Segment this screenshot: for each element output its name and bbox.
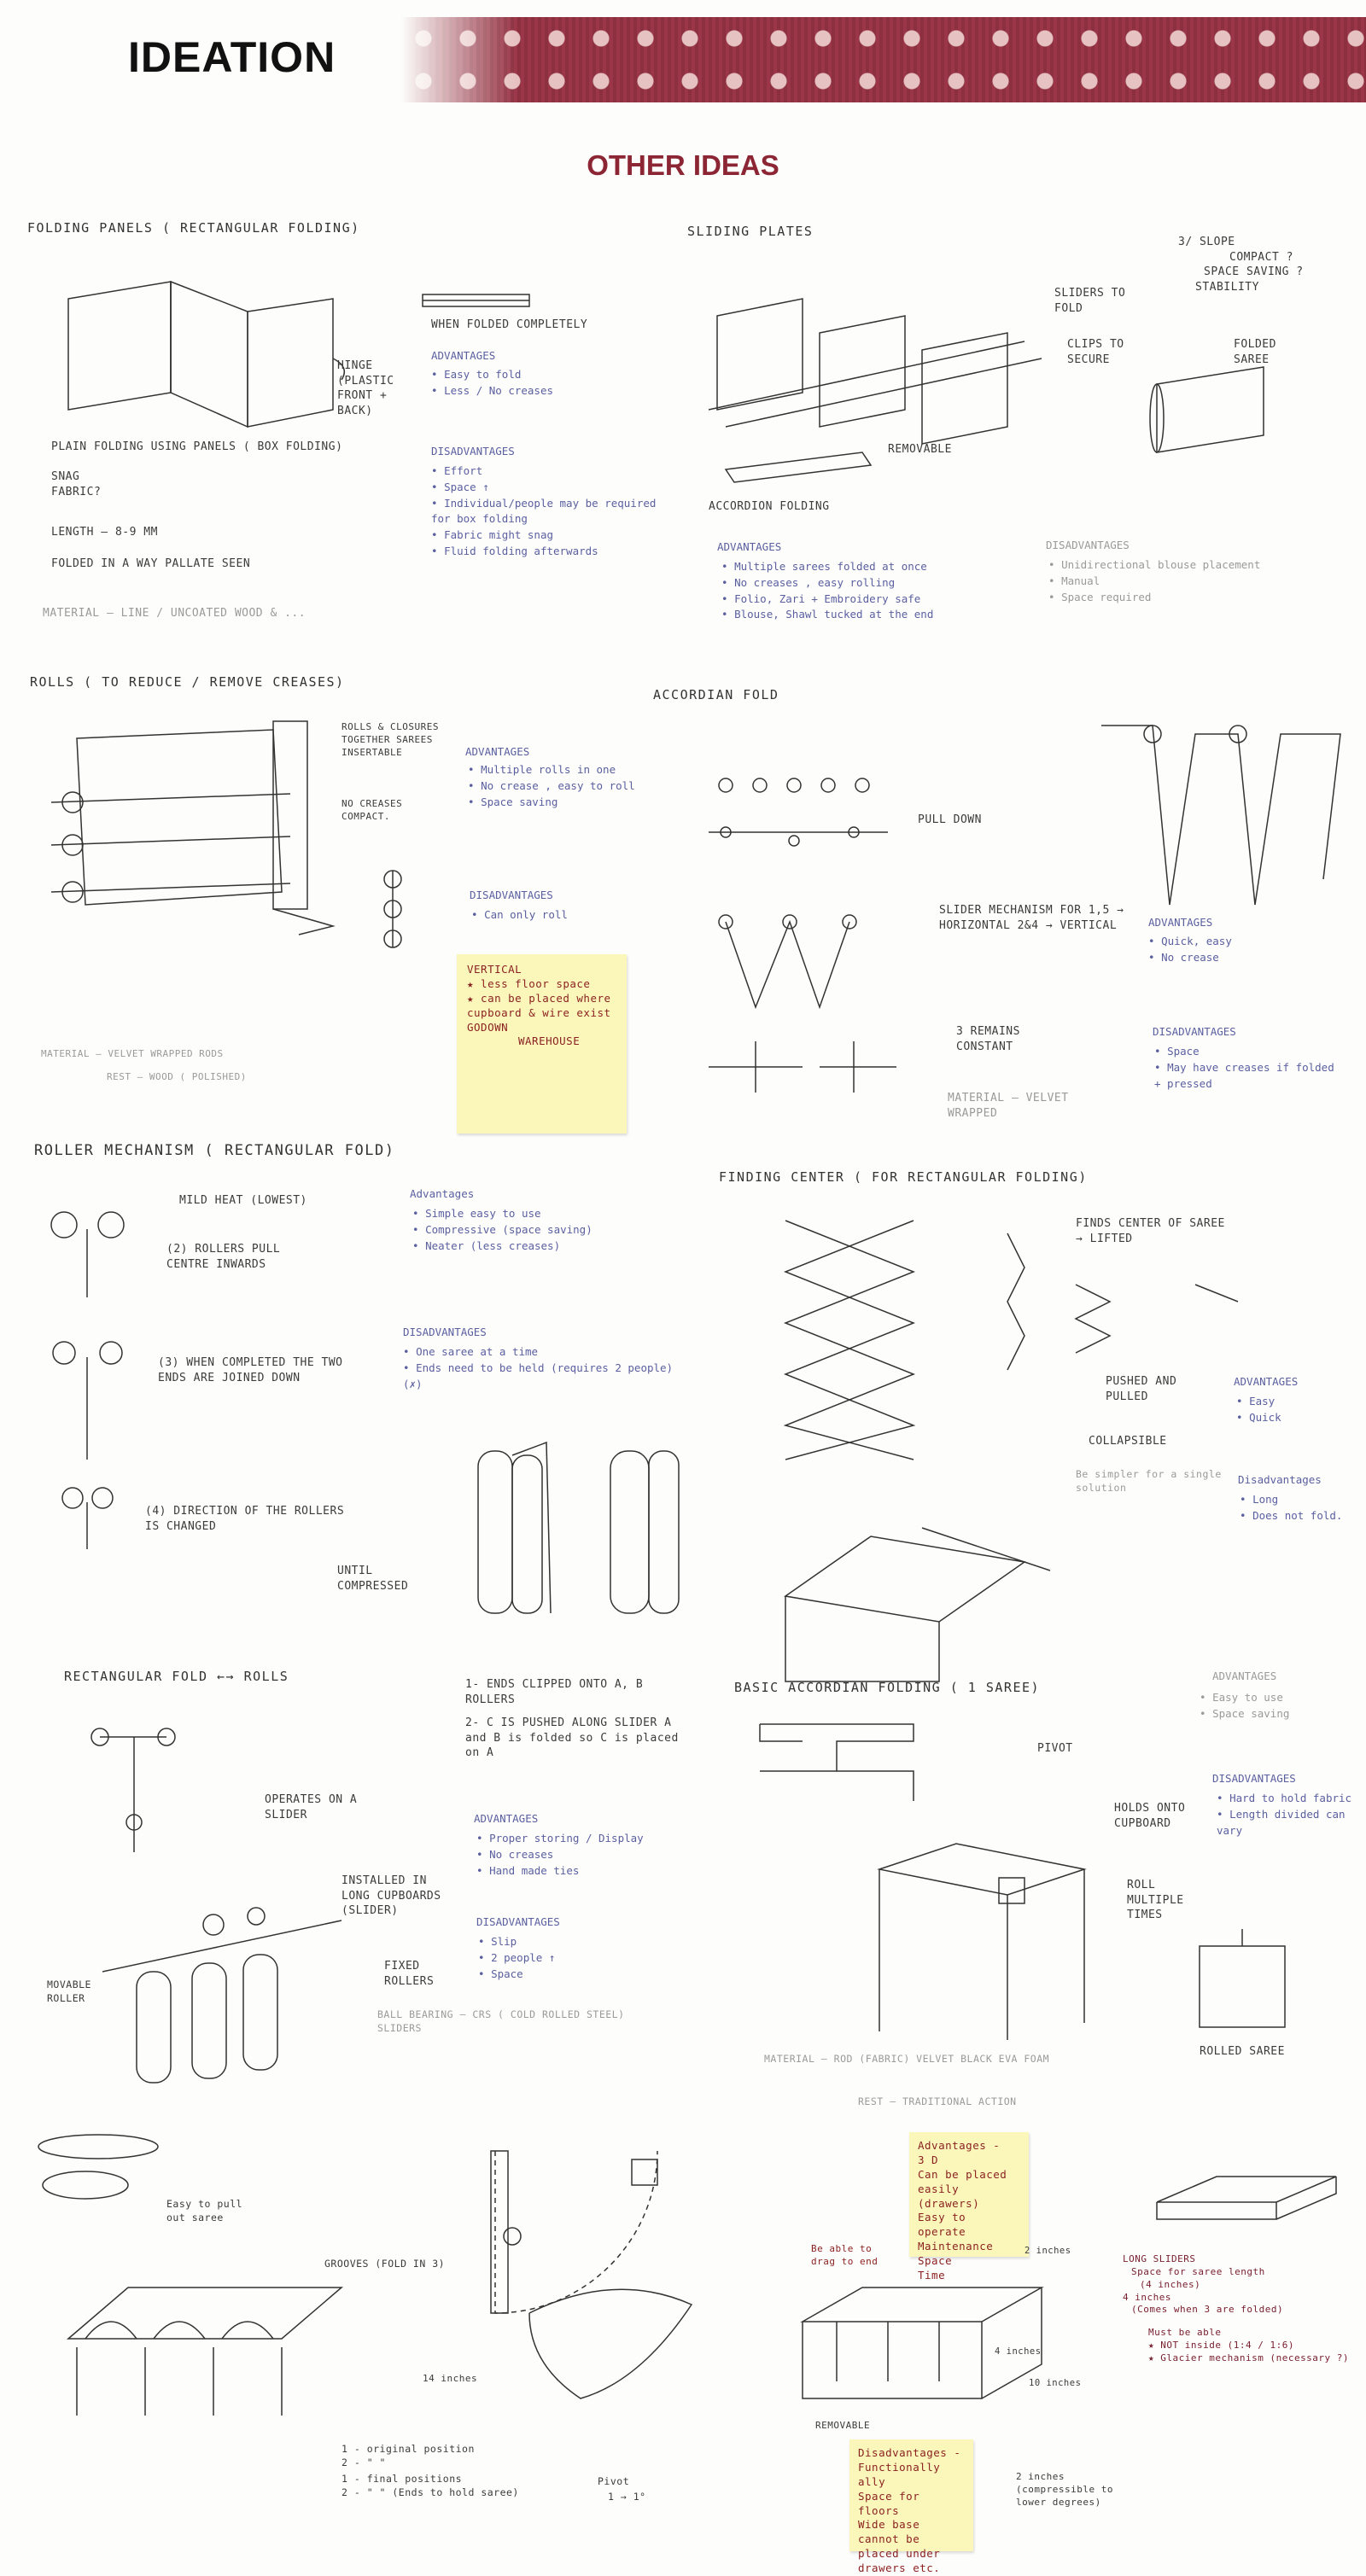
rolls-note-2: NO CREASES COMPACT. xyxy=(342,798,403,822)
side-note: 2 inches (compressible to lower degrees) xyxy=(1016,2471,1113,2508)
list-item: • Fluid folding afterwards xyxy=(431,544,679,560)
collapsible-note: COLLAPSIBLE xyxy=(1089,1435,1167,1448)
easy-pull-note: Easy to pull out saree xyxy=(166,2198,243,2223)
rolls-sketch xyxy=(34,721,342,947)
list-item: • No creases , easy rolling xyxy=(721,575,960,592)
list-item: • Space ↑ xyxy=(431,480,679,496)
accordian-material: MATERIAL — VELVET WRAPPED xyxy=(948,1092,1069,1120)
rolls-disadvantages-title: DISADVANTAGES xyxy=(470,889,553,901)
folding-panels-sketch xyxy=(51,265,359,457)
roller-step-4: (4) DIRECTION OF THE ROLLERS IS CHANGED xyxy=(145,1505,345,1533)
holds-note: HOLDS ONTO CUPBOARD xyxy=(1114,1802,1186,1830)
folding-panels-disadvantages-title: DISADVANTAGES xyxy=(431,445,515,458)
installed-note: INSTALLED IN LONG CUPBOARDS (SLIDER) xyxy=(342,1874,441,1918)
sliders-note: SLIDERS TO FOLD xyxy=(1054,287,1126,315)
clips-note: CLIPS TO SECURE xyxy=(1067,338,1124,366)
roller-disadvantages xyxy=(403,1344,676,1392)
basic-accordian-table-sketch xyxy=(871,1835,1093,2044)
roller-step-1: MILD HEAT (LOWEST) xyxy=(179,1194,307,1207)
roller-advantages-title: Advantages xyxy=(410,1187,475,1200)
rolls-material: MATERIAL — VELVET WRAPPED RODS xyxy=(41,1048,224,1059)
list-item: • Easy to fold xyxy=(431,367,628,383)
basic-accordian-pivot-sketch xyxy=(751,1707,922,1814)
list-item: • Ends need to be held (requires 2 people) (✗) xyxy=(403,1361,676,1393)
when-folded-note: WHEN FOLDED COMPLETELY xyxy=(431,318,588,331)
list-item: • Space saving xyxy=(1200,1706,1353,1722)
list-item: • Manual xyxy=(1048,574,1330,590)
rolled-saree-note: ROLLED SAREE xyxy=(1200,2045,1285,2058)
rolls-sticky-note: VERTICAL ★ less floor space ★ can be placed where cupboard & wire exist GODOWN WAREHOUSE xyxy=(457,954,627,1134)
list-item: • Hand made ties xyxy=(476,1863,707,1880)
page-title: IDEATION xyxy=(128,33,336,81)
folding-panels-advantages xyxy=(431,367,628,399)
basic-accordian-material: MATERIAL — ROD (FABRIC) VELVET BLACK EVA FOAM xyxy=(764,2053,1050,2065)
list-item: • Blouse, Shawl tucked at the end xyxy=(721,607,960,623)
rolls-note-1: ROLLS & CLOSURES TOGETHER SAREES INSERTABLE xyxy=(342,721,439,758)
list-item: • Multiple sarees folded at once xyxy=(721,559,960,575)
inches-label-3: 4 inches xyxy=(995,2346,1042,2357)
roller-step-2: (2) ROLLERS PULL CENTRE INWARDS xyxy=(166,1243,281,1271)
list-item: • Compressive (space saving) xyxy=(412,1222,626,1238)
positions-note: 1 - original position 2 - " " 1 - final positions 2 - " " (Ends to hold saree) xyxy=(342,2443,519,2498)
accordian-heading: ACCORDIAN FOLD xyxy=(653,687,779,702)
rolls-material-2: REST — WOOD ( POLISHED) xyxy=(107,1071,247,1082)
folding-panels-advantages-title: ADVANTAGES xyxy=(431,349,496,362)
list-item: • Does not fold. xyxy=(1240,1508,1342,1524)
simpler-note: Be simpler for a single solution xyxy=(1076,1468,1222,1494)
list-item: • No creases xyxy=(476,1847,707,1863)
pushed-pulled-note: PUSHED AND PULLED xyxy=(1106,1375,1177,1403)
list-item: • Space xyxy=(1154,1044,1342,1060)
list-item: • Multiple rolls in one xyxy=(468,762,639,778)
accordian-sketch xyxy=(709,768,931,1097)
list-item: • Proper storing / Display xyxy=(476,1831,707,1847)
removable-note: REMOVABLE xyxy=(888,443,952,456)
material-note: MATERIAL — LINE / UNCOATED WOOD & ... xyxy=(43,607,306,620)
pull-down-note: PULL DOWN xyxy=(918,813,982,826)
accordian-disadvantages xyxy=(1154,1044,1342,1092)
scissor-lift-sketch xyxy=(777,1212,931,1472)
rolls-heading: ROLLS ( TO REDUCE / REMOVE CREASES) xyxy=(30,674,345,690)
sliding-plates-disadvantages-title: DISADVANTAGES xyxy=(1046,539,1130,551)
list-item: • Space xyxy=(478,1967,555,1983)
list-item: • Can only roll xyxy=(471,907,568,924)
finding-center-disadvantages-title: Disadvantages xyxy=(1238,1473,1322,1486)
folded-saree-note: FOLDED SAREE xyxy=(1234,338,1276,366)
list-item: • Space saving xyxy=(468,795,639,811)
finding-center-advantages-title: ADVANTAGES xyxy=(1234,1375,1299,1388)
list-item: • Individual/people may be required for box folding xyxy=(431,496,679,528)
inches-label-2: 10 inches xyxy=(1029,2378,1082,2388)
list-item: • Quick, easy xyxy=(1148,934,1232,950)
pivot-label-2: 1 → 1° xyxy=(608,2491,646,2503)
list-item: • Less / No creases xyxy=(431,383,628,399)
sliding-plates-notes: 3/ SLOPE COMPACT ? SPACE SAVING ? STABILITY xyxy=(1178,236,1304,294)
roller-step-3: (3) WHEN COMPLETED THE TWO ENDS ARE JOINED DOWN xyxy=(158,1356,343,1384)
length-note: LENGTH — 8-9 MM xyxy=(51,526,158,539)
basic-accordian-disadvantages-title: DISADVANTAGES xyxy=(1212,1772,1296,1785)
list-item: • Easy xyxy=(1236,1394,1281,1410)
inches-note: 14 inches xyxy=(423,2373,478,2384)
rect-rolls-steps: 1- ENDS CLIPPED ONTO A, B ROLLERS 2- C IS PUSHED ALONG SLIDER A and B is folded so C is placed on A xyxy=(465,1678,679,1760)
rect-rolls-disadvantages-title: DISADVANTAGES xyxy=(476,1915,560,1928)
sliding-plates-advantages-title: ADVANTAGES xyxy=(717,540,782,553)
operates-note: OPERATES ON A SLIDER xyxy=(265,1793,358,1821)
list-item: • No crease , easy to roll xyxy=(468,778,639,795)
folding-panels-heading: FOLDING PANELS ( RECTANGULAR FOLDING) xyxy=(27,220,360,236)
list-item: • Hard to hold fabric xyxy=(1217,1791,1357,1807)
list-item: • Easy to use xyxy=(1200,1690,1353,1706)
list-item: • 2 people ↑ xyxy=(478,1950,555,1967)
accordion-note: ACCORDION FOLDING xyxy=(709,500,830,513)
pivot-label: Pivot xyxy=(598,2475,630,2487)
rect-rolls-disadvantages xyxy=(478,1934,555,1982)
list-item: • Simple easy to use xyxy=(412,1206,626,1222)
folded-note: FOLDED IN A WAY PALLATE SEEN xyxy=(51,557,251,570)
fixed-rollers-note: FIXED ROLLERS xyxy=(384,1960,435,1988)
rect-rolls-material: BALL BEARING — CRS ( COLD ROLLED STEEL) SLIDERS xyxy=(377,2008,625,2034)
hinge-note: HINGE (PLASTIC FRONT + BACK) xyxy=(337,359,394,417)
folded-panels-sketch xyxy=(418,290,538,320)
inches-label-1: 2 inches xyxy=(1024,2246,1071,2256)
basic-accordian-advantages xyxy=(1200,1690,1353,1722)
accordian-drape-sketch xyxy=(1093,708,1357,918)
list-item: • Slip xyxy=(478,1934,555,1950)
sliding-plates-heading: SLIDING PLATES xyxy=(687,224,814,239)
list-item: • Space required xyxy=(1048,590,1330,606)
rolls-disadvantages xyxy=(471,907,568,924)
rect-rolls-heading: RECTANGULAR FOLD ←→ ROLLS xyxy=(64,1669,289,1684)
rolls-side-sketch xyxy=(376,862,427,960)
list-item: • Quick xyxy=(1236,1410,1281,1426)
snag-note: SNAG FABRIC? xyxy=(51,470,102,498)
folded-saree-sketch xyxy=(1144,367,1272,465)
list-item: • Unidirectional blouse placement xyxy=(1048,557,1330,574)
rect-rolls-slider-sketch xyxy=(81,1716,201,1865)
decorative-banner xyxy=(401,17,1366,102)
basic-accordian-disadvantages xyxy=(1217,1791,1357,1839)
list-item: • One saree at a time xyxy=(403,1344,676,1361)
roller-heading: ROLLER MECHANISM ( RECTANGULAR FOLD) xyxy=(34,1142,395,1159)
list-item: • Neater (less creases) xyxy=(412,1238,626,1255)
list-item: • May have creases if folded + pressed xyxy=(1154,1060,1342,1093)
basic-accordian-rest: REST — TRADITIONAL ACTION xyxy=(858,2095,1017,2107)
list-item: • Effort xyxy=(431,463,679,480)
sliding-plates-disadvantages xyxy=(1048,557,1330,605)
bottom-clouds-sketch xyxy=(34,2130,171,2211)
accordian-advantages-title: ADVANTAGES xyxy=(1148,916,1213,929)
sliding-plates-sketch xyxy=(709,299,1050,508)
accordian-advantages xyxy=(1148,934,1232,966)
list-item: • Folio, Zari + Embroidery safe xyxy=(721,592,960,608)
roller-advantages xyxy=(412,1206,626,1254)
finding-center-disadvantages xyxy=(1240,1492,1342,1524)
rolled-saree-sketch xyxy=(1191,1929,1293,2044)
grooves-sketch xyxy=(60,2253,350,2437)
basic-accordian-advantages-title: ADVANTAGES xyxy=(1212,1670,1277,1682)
finds-center-note: FINDS CENTER OF SAREE → LIFTED xyxy=(1076,1217,1225,1245)
grooves-note: GROOVES (FOLD IN 3) xyxy=(324,2258,446,2270)
roller-step-sketches xyxy=(47,1195,141,1558)
folding-panels-disadvantages xyxy=(431,463,679,560)
list-item: • Long xyxy=(1240,1492,1342,1508)
pivot-note: PIVOT xyxy=(1037,1742,1073,1755)
movable-roller-note: MOVABLE ROLLER xyxy=(47,1979,91,2004)
page-subtitle: OTHER IDEAS xyxy=(587,149,779,181)
remains-constant-note: 3 REMAINS CONSTANT xyxy=(956,1025,1020,1053)
removable-bottom-note: REMOVABLE xyxy=(815,2420,871,2431)
sliding-plates-advantages xyxy=(721,559,960,623)
roller-until: UNTIL COMPRESSED xyxy=(337,1565,409,1593)
bottom-disadvantages-sticky: Disadvantages - Functionally ally Space for floors Wide base cannot be placed under drawers etc. xyxy=(849,2439,973,2551)
rect-rolls-advantages-title: ADVANTAGES xyxy=(474,1812,539,1825)
bottom-box-sketch xyxy=(1148,2168,1345,2249)
roller-cylinders-sketch xyxy=(470,1442,709,1626)
bottom-advantages-sticky: Advantages - 3 D Can be placed easily (drawers) Easy to operate Maintenance Space Time xyxy=(909,2132,1029,2257)
slider-mechanism-note: SLIDER MECHANISM FOR 1,5 → HORIZONTAL 2&4 → VERTICAL xyxy=(939,904,1124,932)
finding-center-advantages xyxy=(1236,1394,1281,1426)
basic-accordian-heading: BASIC ACCORDIAN FOLDING ( 1 SAREE) xyxy=(734,1680,1041,1695)
plain-folding-note: PLAIN FOLDING USING PANELS ( BOX FOLDING) xyxy=(51,440,343,453)
finding-center-heading: FINDING CENTER ( FOR RECTANGULAR FOLDING) xyxy=(719,1169,1088,1185)
pivot-quarter-sketch xyxy=(444,2142,709,2428)
list-item: • Length divided can vary xyxy=(1217,1807,1357,1839)
roller-disadvantages-title: DISADVANTAGES xyxy=(403,1326,487,1338)
finding-center-frame-sketch xyxy=(768,1519,1059,1694)
bottom-right-notes: LONG SLIDERS Space for saree length (4 inches) 4 inches (Comes when 3 are folded) Must be able ★ NOT inside (1:4 / 1:6) ★ Glacier mechanism (necessary ?) xyxy=(1123,2253,1350,2363)
drag-note: Be able to drag to end xyxy=(811,2243,879,2267)
rect-rolls-cylinder-sketch xyxy=(94,1886,350,2095)
rect-rolls-advantages xyxy=(476,1831,707,1879)
list-item: • Fabric might snag xyxy=(431,527,679,544)
rolls-advantages-title: ADVANTAGES xyxy=(465,745,530,758)
roll-multiple-note: ROLL MULTIPLE TIMES xyxy=(1127,1879,1184,1922)
rolls-advantages xyxy=(468,762,639,810)
accordian-disadvantages-title: DISADVANTAGES xyxy=(1153,1025,1236,1038)
list-item: • No crease xyxy=(1148,950,1232,966)
